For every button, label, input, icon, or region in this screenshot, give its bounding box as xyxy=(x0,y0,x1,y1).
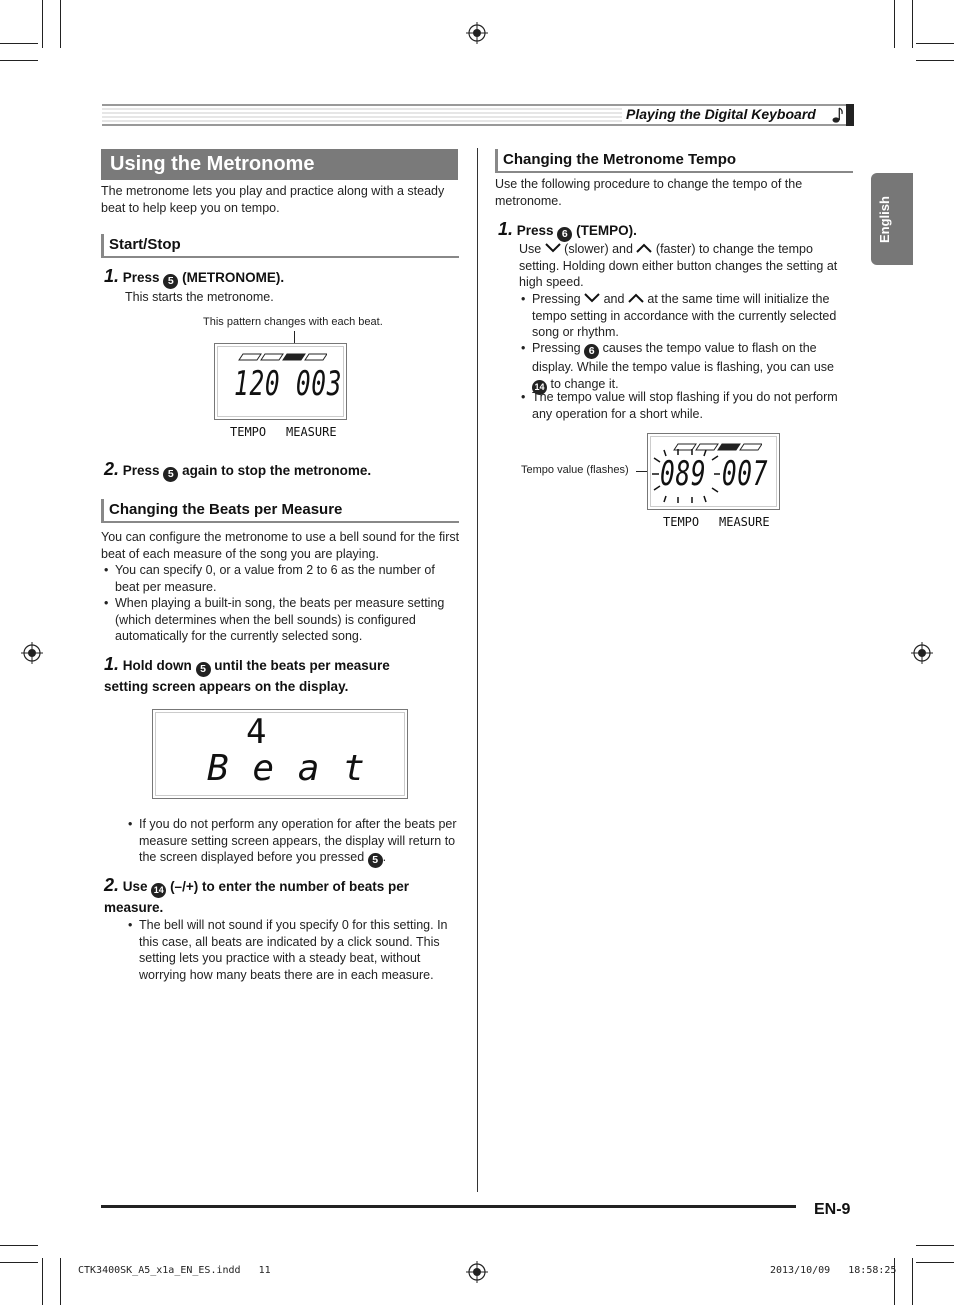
tempo-bullet: • The tempo value will stop flashing if you do not perform any operation for a short while. xyxy=(532,389,852,422)
start-step-1 xyxy=(104,266,464,289)
crop-mark xyxy=(0,1262,38,1263)
crop-mark xyxy=(0,43,38,44)
key-badge: 14 xyxy=(532,380,547,395)
step-number: 1. xyxy=(498,219,514,239)
step-number: 2. xyxy=(104,459,120,479)
footer-rule xyxy=(101,1205,796,1208)
lcd-label-tempo: TEMPO xyxy=(230,425,267,439)
crop-mark xyxy=(42,1258,43,1305)
tempo-step-1 xyxy=(498,219,843,242)
pattern-callout: This pattern changes with each beat. xyxy=(203,316,383,328)
lcd-label-measure: MEASURE xyxy=(719,515,770,529)
key-badge: 5 xyxy=(196,662,211,677)
key-badge: 5 xyxy=(163,467,178,482)
crop-mark xyxy=(916,1245,954,1246)
beats-heading: Changing the Beats per Measure xyxy=(101,499,459,523)
music-note-icon xyxy=(832,106,844,124)
crop-mark xyxy=(916,60,954,61)
beats-step-1 xyxy=(104,654,434,697)
start-stop-heading: Start/Stop xyxy=(101,234,459,258)
crop-mark xyxy=(60,1258,61,1305)
key-badge: 5 xyxy=(163,274,178,289)
crop-mark xyxy=(912,1258,913,1305)
section-title: Using the Metronome xyxy=(101,149,458,180)
key-badge: 6 xyxy=(557,227,572,242)
start-step-1-note: This starts the metronome. xyxy=(125,290,274,304)
text: at the same time will initialize the tempo setting in accordance with the currently selected song or rhythm. xyxy=(532,292,837,339)
lcd-label-measure: MEASURE xyxy=(286,425,337,439)
key-badge: 5 xyxy=(368,853,383,868)
chevron-down-icon xyxy=(545,243,561,253)
step-text: until the beats per measure setting screen appears on the display. xyxy=(104,658,390,694)
language-tab xyxy=(871,173,913,265)
step-text: (–/+) to enter the number of beats per measure. xyxy=(104,879,409,915)
step-text: (TEMPO). xyxy=(572,223,637,238)
chevron-up-icon xyxy=(636,243,652,253)
crop-mark xyxy=(0,1245,38,1246)
crop-mark xyxy=(916,43,954,44)
note-text: . xyxy=(382,850,387,864)
step-number: 1. xyxy=(104,266,120,286)
step-text: Hold down xyxy=(122,658,196,673)
crop-mark xyxy=(0,60,38,61)
step-text: Use xyxy=(122,879,152,894)
header-title: Playing the Digital Keyboard xyxy=(626,106,816,122)
crop-mark xyxy=(916,1262,954,1263)
beat-indicator xyxy=(237,353,327,361)
beats-step-2 xyxy=(104,875,449,918)
lcd-label-tempo: TEMPO xyxy=(663,515,700,529)
step-text: Press xyxy=(122,463,164,478)
slug-file: CTK3400SK_A5_x1a_EN_ES.indd 11 xyxy=(78,1265,271,1276)
registration-mark-icon xyxy=(21,642,43,664)
step-text: Press xyxy=(516,223,558,238)
text: (faster) to change the tempo setting. Holding down either button changes the setting at high speed. xyxy=(519,242,838,289)
key-badge: 6 xyxy=(584,344,599,359)
step-text: again to stop the metronome. xyxy=(178,463,372,478)
text: (slower) and xyxy=(560,242,637,256)
crop-mark xyxy=(60,0,61,48)
step-number: 1. xyxy=(104,654,120,674)
lcd-beat-word: B e a t xyxy=(207,748,366,789)
lcd-beat-display xyxy=(152,709,408,799)
tempo-heading: Changing the Metronome Tempo xyxy=(495,149,853,173)
tempo-callout: Tempo value (flashes) xyxy=(521,464,629,476)
text: Pressing xyxy=(532,292,585,306)
lcd-tempo-flash-display xyxy=(647,433,780,510)
beats-step-2-note: • The bell will not sound if you specify 0 for this setting. In this case, all beats are indicated by a click sound. This setting lets you practice with a steady beat, without worrying how many beats there are in each measure. xyxy=(139,917,461,983)
step-text: (METRONOME). xyxy=(178,270,285,285)
slug-date: 2013/10/09 18:58:25 xyxy=(770,1265,897,1276)
text: to change it. xyxy=(547,376,619,391)
lcd-beat-value: 4 xyxy=(246,712,268,752)
registration-mark-icon xyxy=(466,1261,488,1283)
language-tab-label: English xyxy=(877,196,892,243)
registration-mark-icon xyxy=(466,22,488,44)
crop-mark xyxy=(894,0,895,48)
beats-bullet: • You can specify 0, or a value from 2 to 6 as the number of beat per measure. xyxy=(115,562,460,595)
lcd-tempo-display xyxy=(214,343,347,420)
key-badge: 14 xyxy=(151,883,166,898)
tempo-use-text xyxy=(519,241,853,291)
registration-mark-icon xyxy=(911,642,933,664)
tempo-bullet xyxy=(532,291,852,341)
text: and xyxy=(600,292,628,306)
beats-note xyxy=(139,816,461,868)
page-number: EN-9 xyxy=(814,1201,851,1218)
beats-bullet: • When playing a built-in song, the beats per measure setting (which determines when the bell sounds) is configured automatically for the currently selected song. xyxy=(115,595,460,645)
crop-mark xyxy=(42,0,43,48)
start-step-2 xyxy=(104,459,464,482)
column-divider xyxy=(477,148,478,1192)
lcd-digits: 120 003 xyxy=(234,364,343,404)
crop-mark xyxy=(912,0,913,48)
lcd-digits: 089 007 xyxy=(660,454,769,494)
step-text: Press xyxy=(122,270,164,285)
note-text: If you do not perform any operation for after the beats per measure setting screen appears, the display will return to the screen displayed before you pressed xyxy=(139,817,457,864)
text: causes the tempo value to flash on the display. While the tempo value is flashing, you can use xyxy=(532,341,835,374)
section-intro: The metronome lets you play and practice along with a steady beat to help keep you on tempo. xyxy=(101,184,445,215)
text: Pressing xyxy=(532,341,585,355)
chevron-down-icon xyxy=(584,293,600,303)
tempo-intro: Use the following procedure to change the tempo of the metronome. xyxy=(495,177,803,208)
text: Use xyxy=(519,242,545,256)
step-number: 2. xyxy=(104,875,120,895)
beats-intro: You can configure the metronome to use a bell sound for the first beat of each measure of the song you are playing. xyxy=(101,530,460,561)
tempo-bullet xyxy=(532,340,852,395)
chevron-up-icon xyxy=(628,293,644,303)
